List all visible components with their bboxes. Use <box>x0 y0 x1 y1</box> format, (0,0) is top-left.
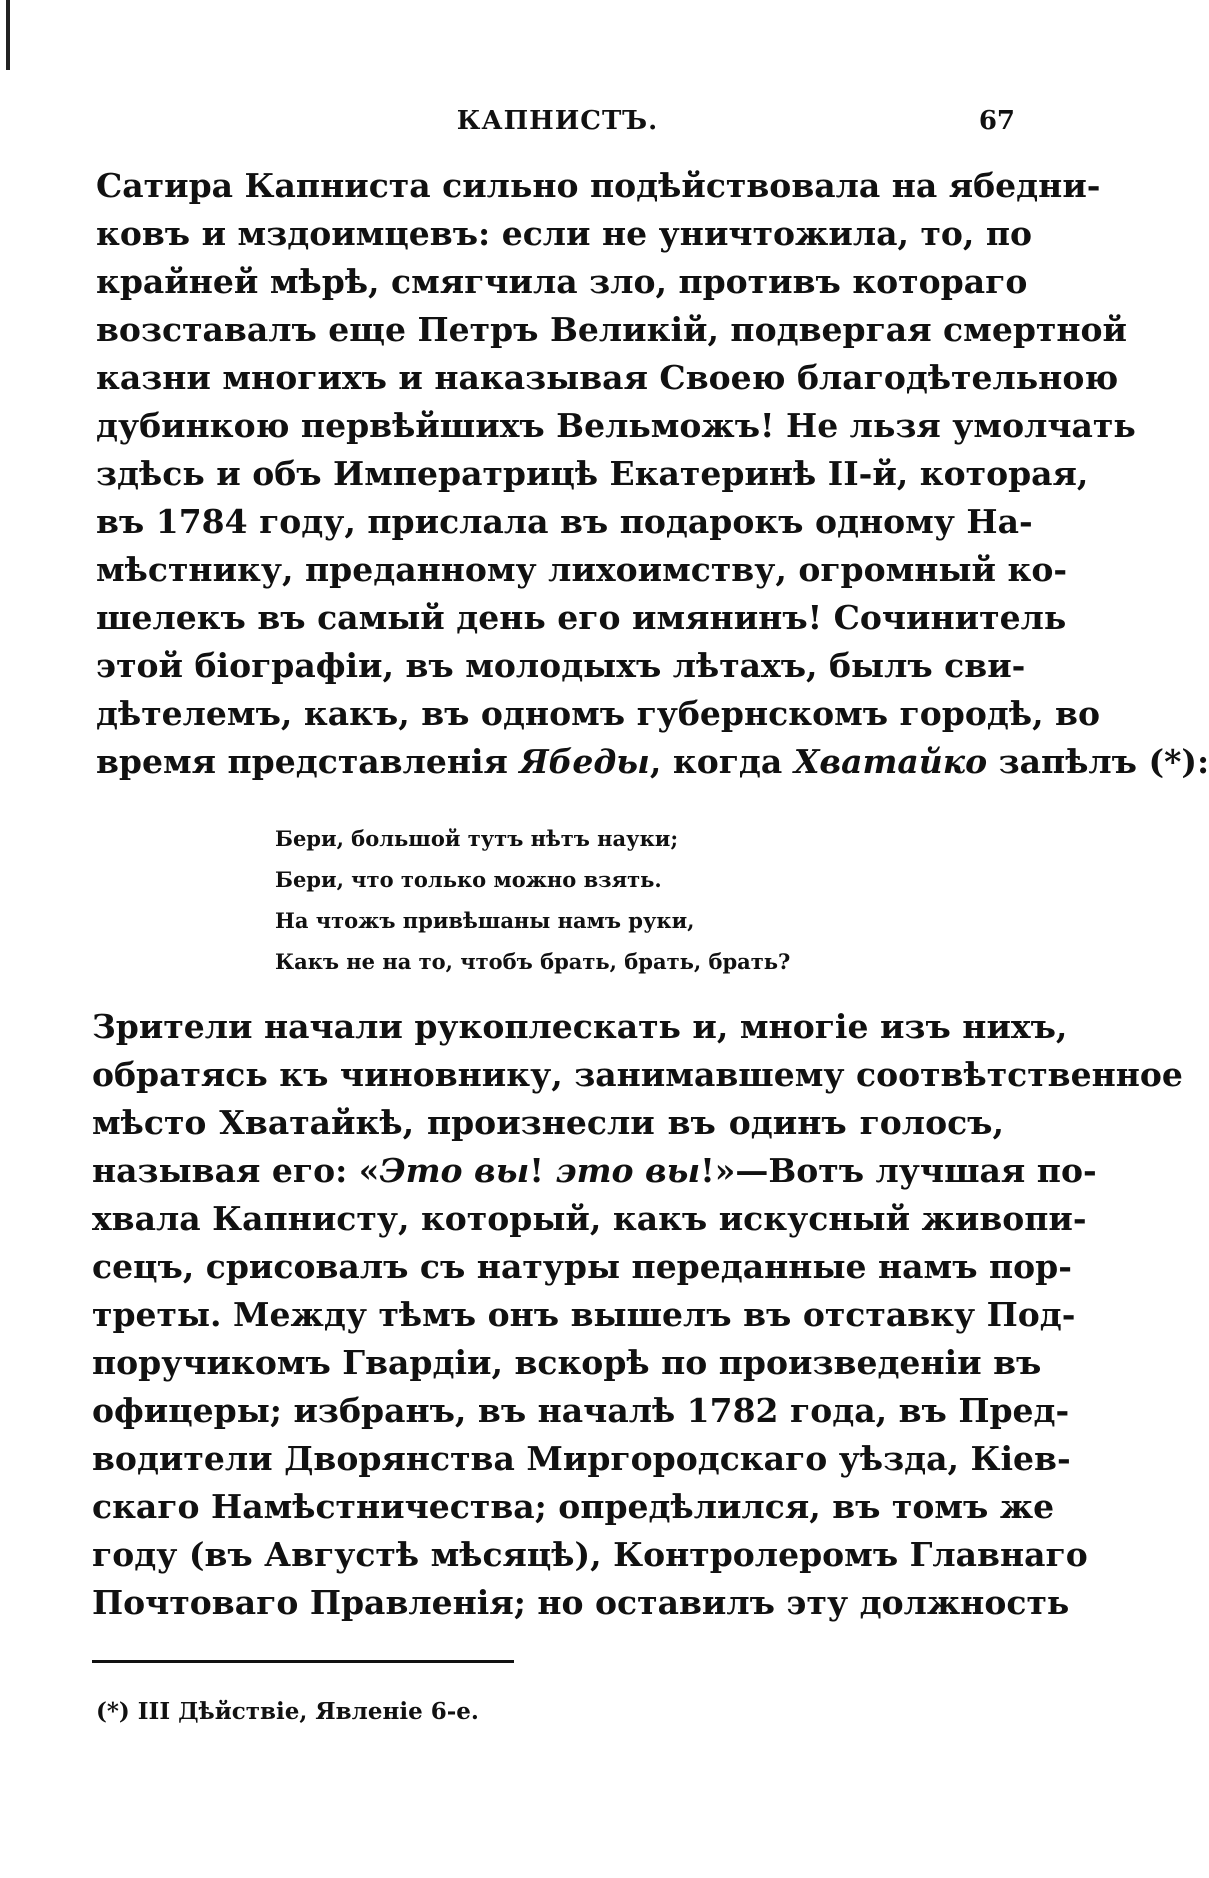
text-line: дубинкою первѣйшихъ Вельможъ! Не льзя умолчать <box>96 406 1136 445</box>
text-line: дѣтелемъ, какъ, въ одномъ губернскомъ городѣ, во <box>96 694 1100 733</box>
text-line: скаго Намѣстничества; опредѣлился, въ томъ же <box>92 1487 1055 1526</box>
text-fragment: ! <box>529 1151 556 1190</box>
text-line: крайней мѣрѣ, смягчила зло, противъ котораго <box>96 262 1028 301</box>
text-fragment: называя его: « <box>92 1151 380 1190</box>
running-head: КАПНИСТЪ. <box>456 106 659 136</box>
text-line: треты. Между тѣмъ онъ вышелъ въ отставку Под- <box>92 1295 1076 1334</box>
verse-line: На чтожъ привѣшаны намъ руки, <box>275 908 695 933</box>
text-line: возставалъ еще Петръ Великій, подвергая смертной <box>96 310 1127 349</box>
verse-quote <box>275 818 915 982</box>
text-fragment: запѣлъ (*): <box>987 742 1209 781</box>
text-line: поручикомъ Гвардіи, вскорѣ по произведеніи въ <box>92 1343 1042 1382</box>
text-fragment: !»—Вотъ лучшая по- <box>700 1151 1097 1190</box>
text-line: Сатира Капниста сильно подѣйствовала на ябедни- <box>96 166 1101 205</box>
italic-title-yabeda: Ябеды <box>519 742 650 781</box>
paragraph-1 <box>96 162 1209 786</box>
text-line: Почтоваго Правленія; но оставилъ эту должность <box>92 1583 1070 1622</box>
text-line: ковъ и мздоимцевъ: если не уничтожила, то, по <box>96 214 1033 253</box>
text-line: водители Дворянства Миргородскаго уѣзда, Кіев- <box>92 1439 1071 1478</box>
italic-phrase: это вы <box>555 1151 701 1190</box>
text-line: обратясь къ чиновнику, занимавшему соотвѣтственное <box>92 1055 1183 1094</box>
page-header <box>100 106 1015 146</box>
text-line: шелекъ въ самый день его имянинъ! Сочинитель <box>96 598 1067 637</box>
text-line: Зрители начали рукоплескать и, многіе изъ нихъ, <box>92 1007 1068 1046</box>
italic-name-khvataiko: Хватайко <box>793 742 988 781</box>
text-line-with-italics <box>92 1147 1097 1195</box>
text-fragment: время представленія <box>96 742 520 781</box>
footnote: (*) III Дѣйствіе, Явленіе 6-е. <box>96 1698 479 1725</box>
text-line: мѣсто Хватайкѣ, произнесли въ одинъ голосъ, <box>92 1103 1004 1142</box>
text-fragment: , когда <box>649 742 794 781</box>
text-line-with-italics <box>96 738 1209 786</box>
page-number: 67 <box>978 106 1015 136</box>
italic-phrase: Это вы <box>379 1151 530 1190</box>
footnote-divider <box>92 1660 514 1663</box>
text-line: офицеры; избранъ, въ началѣ 1782 года, въ Пред- <box>92 1391 1070 1430</box>
text-line: году (въ Августѣ мѣсяцѣ), Контролеромъ Главнаго <box>92 1535 1088 1574</box>
verse-line: Какъ не на то, чтобъ брать, брать, брать? <box>275 949 791 974</box>
text-line: въ 1784 году, прислала въ подарокъ одному На- <box>96 502 1033 541</box>
text-line: сецъ, срисовалъ съ натуры переданные намъ пор- <box>92 1247 1072 1286</box>
paragraph-2 <box>92 1003 1183 1627</box>
page-edge-mark <box>6 0 10 70</box>
text-line: мѣстнику, преданному лихоимству, огромный ко- <box>96 550 1068 589</box>
text-line: хвала Капнисту, который, какъ искусный живопи- <box>92 1199 1087 1238</box>
verse-line: Бери, что только можно взять. <box>275 867 662 892</box>
text-line: здѣсь и объ Императрицѣ Екатеринѣ II-й, которая, <box>96 454 1089 493</box>
text-line: этой біографіи, въ молодыхъ лѣтахъ, былъ сви- <box>96 646 1026 685</box>
verse-line: Бери, большой тутъ нѣтъ науки; <box>275 826 679 851</box>
text-line: казни многихъ и наказывая Своею благодѣтельною <box>96 358 1119 397</box>
